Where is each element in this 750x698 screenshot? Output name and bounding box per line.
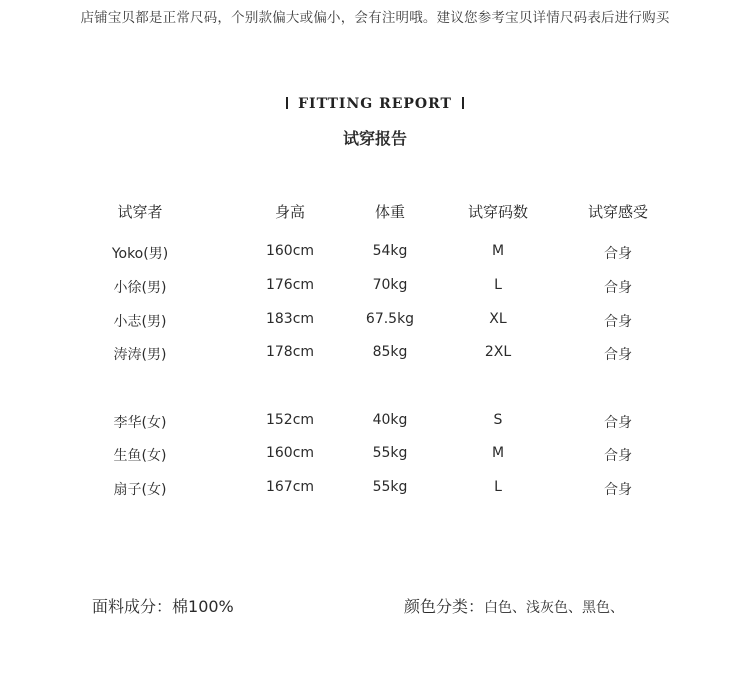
cell-feeling: 合身 bbox=[604, 415, 632, 431]
cell-tester: Yoko(男) bbox=[111, 246, 169, 262]
fabric-info bbox=[92, 594, 234, 617]
header-height: 身高 bbox=[274, 203, 305, 221]
title-left-bar bbox=[286, 97, 288, 109]
fabric-label: 面料成分： bbox=[92, 597, 173, 616]
cell-height: 183cm bbox=[265, 311, 315, 327]
color-value: 白色、浅灰色、黑色、 bbox=[484, 600, 625, 616]
title-right-bar bbox=[462, 97, 464, 109]
cell-height: 160cm bbox=[265, 243, 315, 259]
cell-size: S bbox=[493, 412, 503, 428]
header-feeling: 试穿感受 bbox=[587, 203, 648, 221]
cell-size: 2XL bbox=[484, 344, 512, 360]
size-notice: 店铺宝贝都是正常尺码，个别款偏大或偏小，会有注明哦。建议您参考宝贝详情尺码表后进行购买 bbox=[80, 10, 670, 26]
cell-weight: 55kg bbox=[372, 479, 408, 495]
cell-tester: 涛涛(男) bbox=[113, 347, 167, 363]
cell-weight: 70kg bbox=[372, 277, 408, 293]
cell-height: 152cm bbox=[265, 412, 315, 428]
cell-size: M bbox=[491, 445, 505, 461]
cell-weight: 40kg bbox=[372, 412, 408, 428]
cell-size: M bbox=[491, 243, 505, 259]
color-info bbox=[404, 594, 624, 617]
cell-height: 178cm bbox=[265, 344, 315, 360]
report-title bbox=[0, 96, 750, 112]
cell-size: L bbox=[494, 277, 502, 293]
cell-tester: 小徐(男) bbox=[113, 280, 167, 296]
cell-feeling: 合身 bbox=[604, 448, 632, 464]
cell-height: 160cm bbox=[265, 445, 315, 461]
header-size: 试穿码数 bbox=[467, 203, 528, 221]
cell-tester: 扇子(女) bbox=[113, 482, 167, 498]
header-weight: 体重 bbox=[374, 203, 405, 221]
cell-size: L bbox=[494, 479, 502, 495]
report-subtitle: 试穿报告 bbox=[342, 129, 407, 148]
cell-height: 176cm bbox=[265, 277, 315, 293]
cell-weight: 55kg bbox=[372, 445, 408, 461]
fabric-value: 棉100% bbox=[172, 597, 234, 616]
cell-feeling: 合身 bbox=[604, 280, 632, 296]
cell-tester: 李华(女) bbox=[113, 415, 167, 431]
cell-height: 167cm bbox=[265, 479, 315, 495]
cell-weight: 54kg bbox=[372, 243, 408, 259]
cell-feeling: 合身 bbox=[604, 482, 632, 498]
cell-feeling: 合身 bbox=[604, 314, 632, 330]
cell-feeling: 合身 bbox=[604, 347, 632, 363]
header-tester: 试穿者 bbox=[117, 203, 163, 221]
cell-tester: 生鱼(女) bbox=[113, 448, 167, 464]
cell-weight: 85kg bbox=[372, 344, 408, 360]
report-title-text: FITTING REPORT bbox=[298, 96, 452, 112]
cell-size: XL bbox=[489, 311, 507, 327]
color-label: 颜色分类： bbox=[404, 597, 485, 616]
cell-feeling: 合身 bbox=[604, 246, 632, 262]
cell-tester: 小志(男) bbox=[113, 314, 167, 330]
cell-weight: 67.5kg bbox=[365, 311, 415, 327]
